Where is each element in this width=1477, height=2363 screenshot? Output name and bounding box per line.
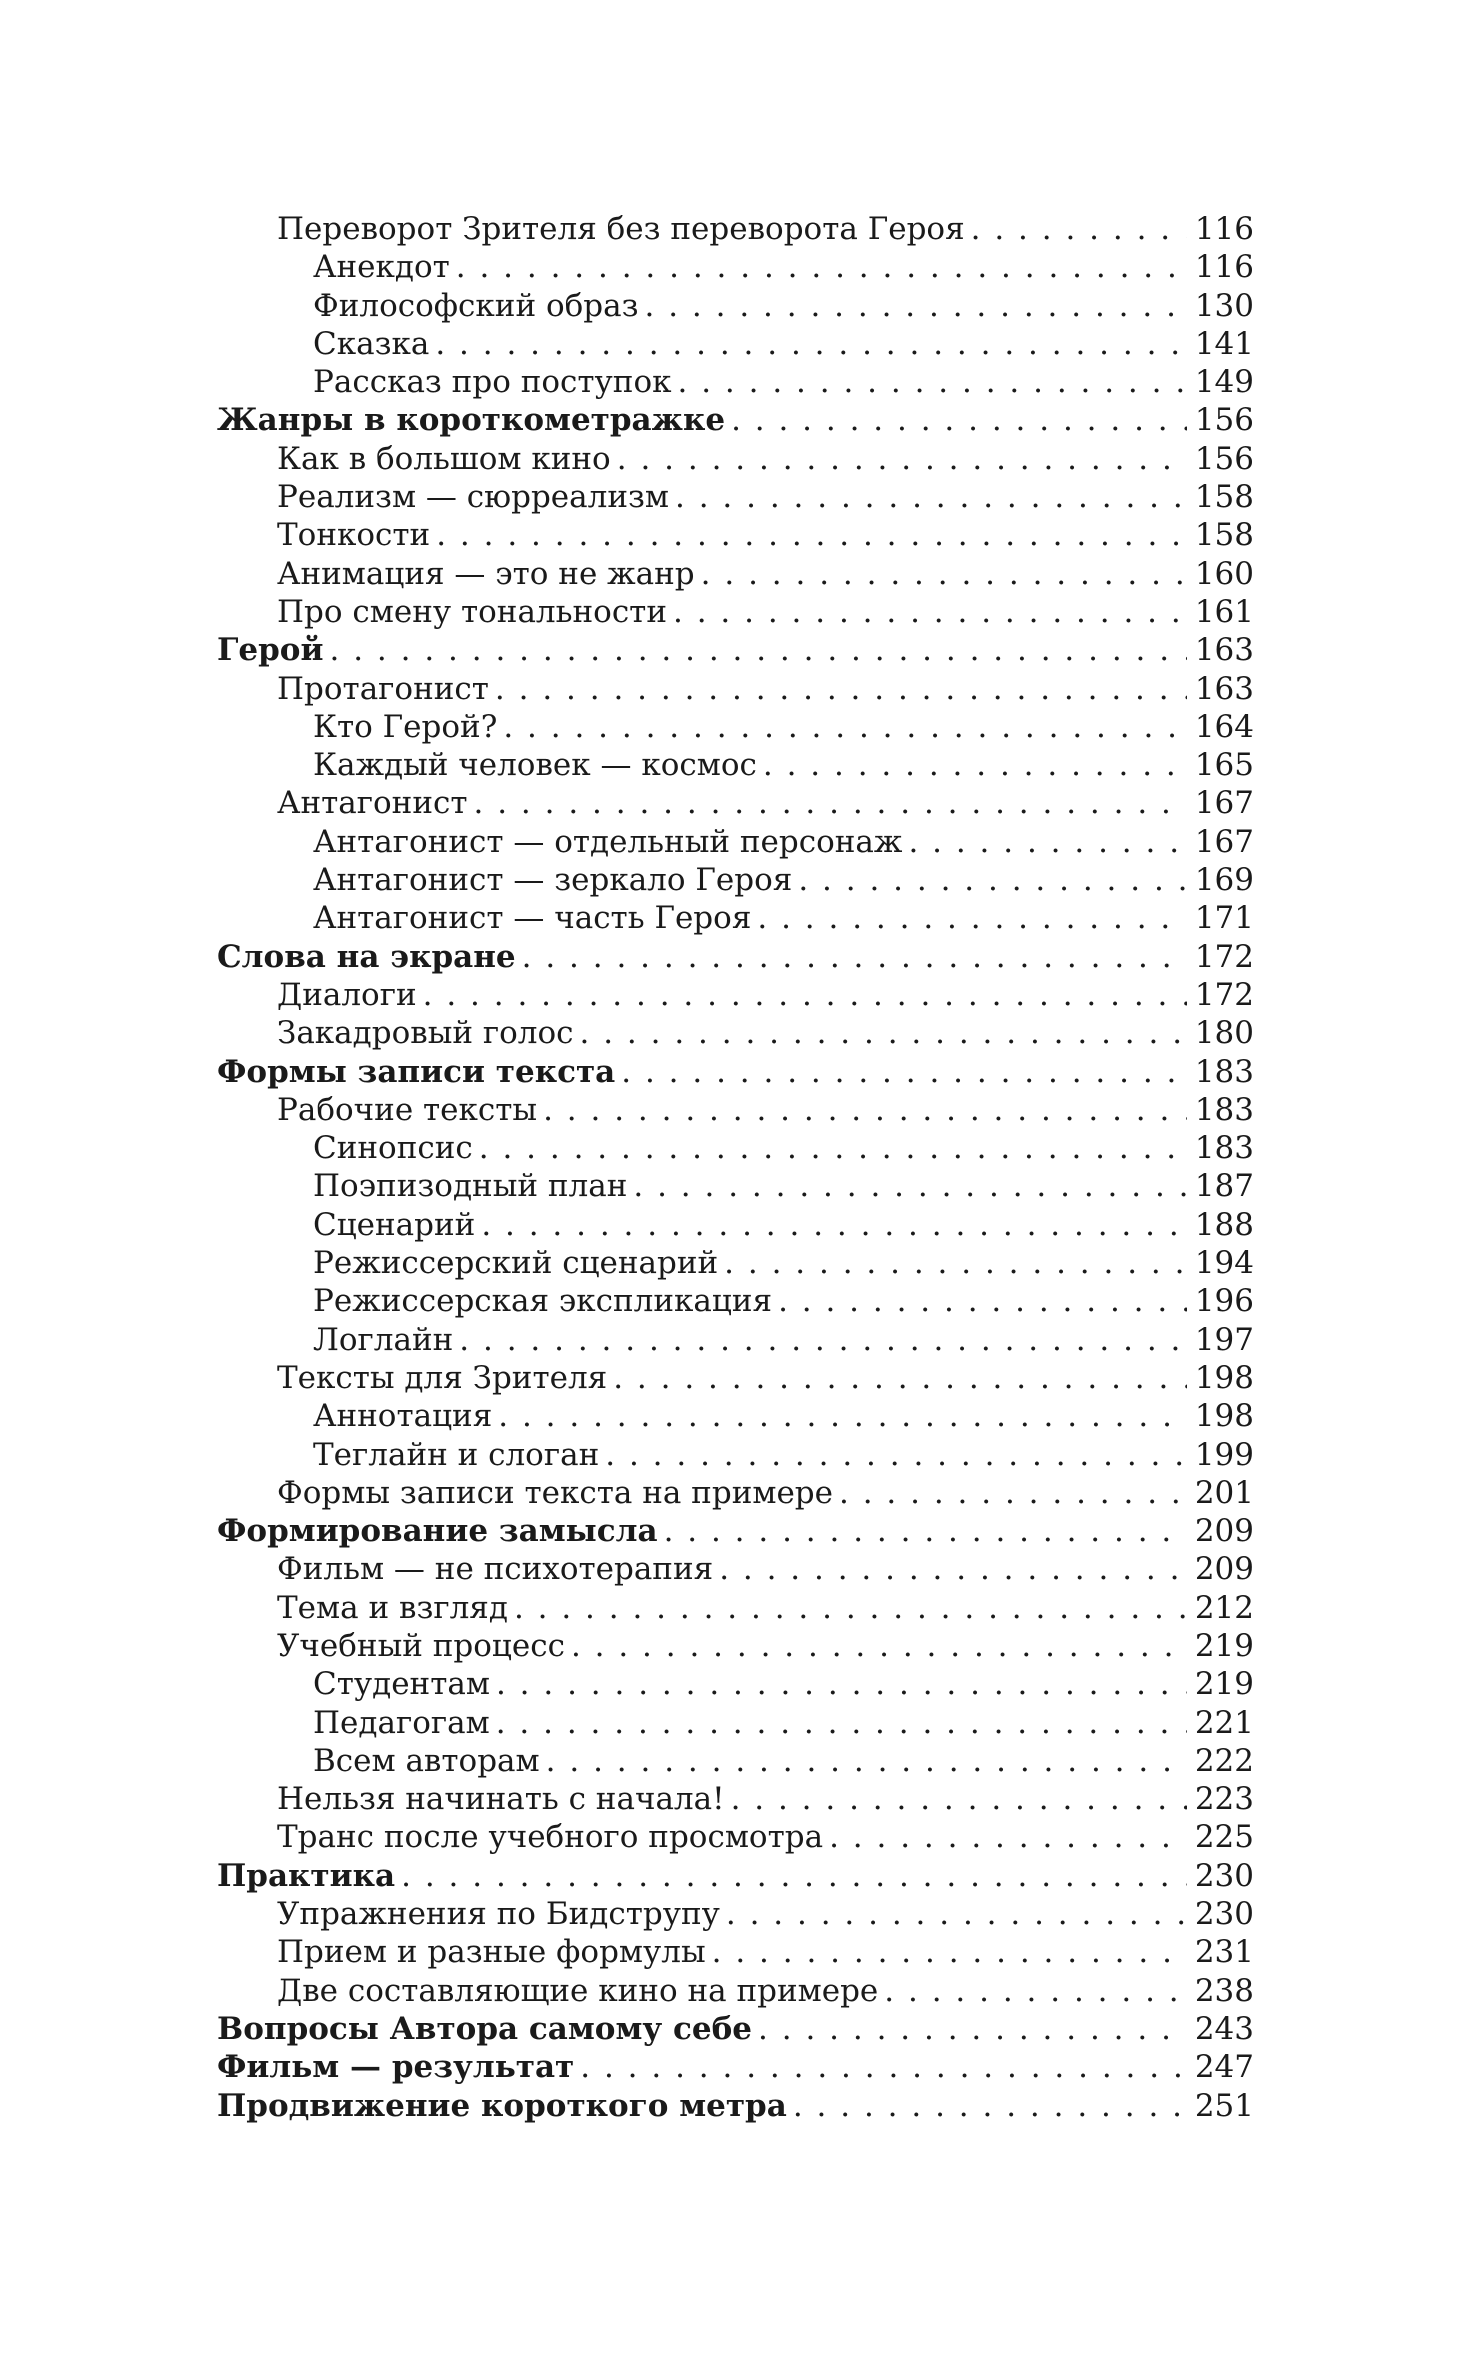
toc-subchapter	[217, 708, 1254, 746]
toc-entry-page: 198	[1194, 1359, 1254, 1396]
dot-leader	[503, 708, 1187, 746]
dot-leader	[496, 1704, 1187, 1742]
toc-chapter	[217, 1780, 1254, 1818]
toc-section	[217, 2087, 1254, 2125]
toc-entry-title: Сказка	[313, 325, 430, 362]
dot-leader	[731, 1780, 1187, 1818]
toc-entry-page: 201	[1194, 1474, 1254, 1511]
toc-subchapter	[217, 363, 1254, 401]
toc-section	[217, 2010, 1254, 2048]
toc-chapter	[217, 1895, 1254, 1933]
toc-entry-title: Практика	[217, 1857, 396, 1894]
toc-entry-title: Жанры в короткометражке	[217, 402, 726, 439]
toc-entry-title: Слова на экране	[217, 938, 516, 975]
toc-subchapter	[217, 1742, 1254, 1780]
toc-entry-title: Антагонист — отдельный персонаж	[313, 823, 903, 860]
toc-entry-title: Сценарий	[313, 1206, 476, 1243]
toc-entry-page: 172	[1194, 938, 1254, 975]
table-of-contents	[217, 210, 1254, 2125]
toc-entry-title: Фильм — результат	[217, 2049, 575, 2086]
dot-leader	[908, 823, 1186, 861]
toc-entry-title: Формы записи текста на примере	[277, 1474, 834, 1511]
toc-entry-title: Студентам	[313, 1666, 490, 1703]
toc-entry-page: 156	[1194, 440, 1254, 477]
toc-entry-page: 199	[1194, 1436, 1254, 1473]
toc-entry-page: 183	[1194, 1130, 1254, 1167]
dot-leader	[613, 1359, 1187, 1397]
toc-subchapter	[217, 287, 1254, 325]
dot-leader	[726, 1895, 1187, 1933]
dot-leader	[456, 248, 1187, 286]
toc-entry-page: 167	[1194, 785, 1254, 822]
toc-entry-title: Учебный процесс	[277, 1627, 565, 1664]
toc-subchapter	[217, 1206, 1254, 1244]
toc-entry-title: Формирование замысла	[217, 1513, 658, 1550]
toc-chapter	[217, 1627, 1254, 1665]
toc-entry-page: 209	[1194, 1551, 1254, 1588]
toc-section	[217, 2048, 1254, 2086]
toc-subchapter	[217, 1665, 1254, 1703]
toc-entry-title: Философский образ	[313, 287, 639, 324]
dot-leader	[617, 440, 1187, 478]
dot-leader	[498, 1397, 1187, 1435]
dot-leader	[712, 1933, 1187, 1971]
toc-entry-title: Тонкости	[277, 517, 431, 554]
toc-entry-page: 209	[1194, 1513, 1254, 1550]
toc-entry-page: 172	[1194, 976, 1254, 1013]
toc-chapter	[217, 1589, 1254, 1627]
toc-entry-title: Формы записи текста	[217, 1053, 616, 1090]
toc-entry-page: 130	[1194, 287, 1254, 324]
toc-entry-title: Синопсис	[313, 1130, 473, 1167]
toc-subchapter	[217, 899, 1254, 937]
dot-leader	[481, 1206, 1187, 1244]
toc-entry-page: 219	[1194, 1627, 1254, 1664]
toc-entry-title: Закадровый голос	[277, 1015, 574, 1052]
toc-entry-page: 230	[1194, 1857, 1254, 1894]
toc-entry-title: Анекдот	[313, 249, 450, 286]
toc-entry-page: 212	[1194, 1589, 1254, 1626]
toc-entry-title: Прием и разные формулы	[277, 1934, 706, 1971]
toc-entry-page: 247	[1194, 2049, 1254, 2086]
dot-leader	[571, 1627, 1187, 1665]
toc-entry-title: Вопросы Автора самому себе	[217, 2010, 753, 2047]
dot-leader	[839, 1474, 1187, 1512]
toc-entry-title: Режиссерский сценарий	[313, 1245, 719, 1282]
toc-entry-title: Транс после учебного просмотра	[277, 1819, 824, 1856]
toc-subchapter	[217, 823, 1254, 861]
toc-subchapter	[217, 861, 1254, 899]
toc-subchapter	[217, 1397, 1254, 1435]
dot-leader	[971, 210, 1187, 248]
toc-section	[217, 1857, 1254, 1895]
toc-entry-page: 180	[1194, 1015, 1254, 1052]
toc-chapter	[217, 1933, 1254, 1971]
dot-leader	[496, 1665, 1187, 1703]
toc-chapter	[217, 1474, 1254, 1512]
toc-entry-title: Каждый человек — космос	[313, 747, 757, 784]
toc-chapter	[217, 516, 1254, 554]
toc-entry-title: Анимация — это не жанр	[277, 555, 695, 592]
toc-section	[217, 1053, 1254, 1091]
toc-chapter	[217, 976, 1254, 1014]
dot-leader	[543, 1091, 1187, 1129]
toc-entry-page: 198	[1194, 1398, 1254, 1435]
dot-leader	[479, 1129, 1187, 1167]
dot-leader	[701, 555, 1187, 593]
dot-leader	[724, 1244, 1187, 1282]
toc-chapter	[217, 593, 1254, 631]
toc-entry-page: 149	[1194, 364, 1254, 401]
dot-leader	[633, 1167, 1186, 1205]
dot-leader	[580, 1014, 1187, 1052]
toc-subchapter	[217, 1129, 1254, 1167]
dot-leader	[664, 1512, 1187, 1550]
toc-entry-page: 141	[1194, 325, 1254, 362]
toc-subchapter	[217, 746, 1254, 784]
toc-entry-page: 171	[1194, 900, 1254, 937]
toc-entry-title: Про смену тональности	[277, 593, 667, 630]
toc-entry-title: Аннотация	[313, 1398, 493, 1435]
toc-entry-page: 238	[1194, 1972, 1254, 2009]
dot-leader	[459, 1321, 1187, 1359]
toc-entry-title: Продвижение короткого метра	[217, 2087, 787, 2124]
toc-entry-title: Переворот Зрителя без переворота Героя	[277, 211, 965, 247]
dot-leader	[677, 363, 1186, 401]
toc-entry-title: Тексты для Зрителя	[277, 1359, 608, 1396]
toc-subchapter	[217, 1321, 1254, 1359]
toc-chapter	[217, 440, 1254, 478]
toc-section	[217, 631, 1254, 669]
toc-section	[217, 1512, 1254, 1550]
toc-entry-title: Поэпизодный план	[313, 1168, 628, 1205]
toc-entry-page: 225	[1194, 1819, 1254, 1856]
toc-entry-page: 158	[1194, 517, 1254, 554]
toc-entry-title: Диалоги	[277, 976, 417, 1013]
toc-entry-page: 187	[1194, 1168, 1254, 1205]
toc-entry-page: 219	[1194, 1666, 1254, 1703]
toc-entry-page: 165	[1194, 747, 1254, 784]
toc-entry-page: 158	[1194, 479, 1254, 516]
toc-entry-title: Рабочие тексты	[277, 1091, 538, 1128]
toc-entry-page: 160	[1194, 555, 1254, 592]
dot-leader	[757, 899, 1186, 937]
toc-entry-title: Фильм — не психотерапия	[277, 1551, 714, 1588]
toc-entry-page: 163	[1194, 670, 1254, 707]
dot-leader	[621, 1053, 1187, 1091]
toc-entry-title: Антагонист	[277, 785, 468, 822]
toc-entry-title: Рассказ про поступок	[313, 364, 672, 401]
dot-leader	[793, 2087, 1187, 2125]
dot-leader	[522, 938, 1187, 976]
toc-entry-page: 243	[1194, 2010, 1254, 2047]
toc-entry-page: 223	[1194, 1781, 1254, 1818]
dot-leader	[798, 861, 1187, 899]
toc-subchapter	[217, 1704, 1254, 1742]
dot-leader	[605, 1436, 1187, 1474]
toc-entry-title: Антагонист — зеркало Героя	[313, 862, 793, 899]
toc-subchapter	[217, 1282, 1254, 1320]
toc-entry-title: Теглайн и слоган	[313, 1436, 600, 1473]
toc-entry-page: 188	[1194, 1206, 1254, 1243]
toc-entry-page: 251	[1194, 2087, 1254, 2124]
toc-entry-page: 221	[1194, 1704, 1254, 1741]
toc-entry-title: Две составляющие кино на примере	[277, 1972, 879, 2009]
toc-entry-page: 161	[1194, 593, 1254, 630]
dot-leader	[763, 746, 1187, 784]
toc-chapter	[217, 555, 1254, 593]
toc-entry-page: 183	[1194, 1091, 1254, 1128]
toc-entry-title: Как в большом кино	[277, 440, 611, 477]
toc-subchapter	[217, 248, 1254, 286]
toc-entry-page: 164	[1194, 708, 1254, 745]
toc-entry-title: Реализм — сюрреализм	[277, 479, 670, 516]
toc-subchapter	[217, 325, 1254, 363]
dot-leader	[675, 478, 1187, 516]
toc-chapter	[217, 1818, 1254, 1856]
toc-chapter	[217, 1972, 1254, 2010]
dot-leader	[423, 976, 1187, 1014]
toc-chapter	[217, 1550, 1254, 1588]
dot-leader	[829, 1818, 1187, 1856]
dot-leader	[474, 784, 1187, 822]
dot-leader	[401, 1857, 1187, 1895]
toc-chapter	[217, 210, 1254, 248]
dot-leader	[645, 287, 1187, 325]
toc-entry-title: Протагонист	[277, 670, 489, 707]
toc-entry-title: Кто Герой?	[313, 708, 498, 745]
dot-leader	[758, 2010, 1187, 2048]
toc-entry-page: 230	[1194, 1896, 1254, 1933]
toc-entry-title: Педагогам	[313, 1704, 490, 1741]
toc-chapter	[217, 784, 1254, 822]
dot-leader	[673, 593, 1187, 631]
toc-section	[217, 938, 1254, 976]
toc-entry-page: 231	[1194, 1934, 1254, 1971]
toc-entry-page: 183	[1194, 1053, 1254, 1090]
toc-entry-title: Антагонист — часть Героя	[313, 900, 752, 937]
dot-leader	[436, 516, 1187, 554]
toc-entry-page: 156	[1194, 402, 1254, 439]
dot-leader	[884, 1972, 1187, 2010]
toc-chapter	[217, 478, 1254, 516]
dot-leader	[329, 631, 1186, 669]
toc-entry-page: 167	[1194, 823, 1254, 860]
toc-entry-title: Упражнения по Бидструпу	[277, 1896, 720, 1933]
dot-leader	[495, 670, 1187, 708]
dot-leader	[546, 1742, 1187, 1780]
toc-entry-page: 169	[1194, 862, 1254, 899]
toc-subchapter	[217, 1167, 1254, 1205]
toc-subchapter	[217, 1436, 1254, 1474]
toc-entry-page: 194	[1194, 1245, 1254, 1282]
toc-section	[217, 401, 1254, 439]
toc-entry-page: 116	[1194, 249, 1254, 286]
toc-chapter	[217, 670, 1254, 708]
dot-leader	[731, 401, 1187, 439]
dot-leader	[580, 2048, 1187, 2086]
toc-entry-page: 116	[1194, 211, 1254, 247]
toc-entry-page: 163	[1194, 632, 1254, 669]
toc-entry-page: 222	[1194, 1742, 1254, 1779]
toc-entry-title: Нельзя начинать с начала!	[277, 1781, 725, 1818]
toc-entry-title: Режиссерская экспликация	[313, 1283, 773, 1320]
toc-subchapter	[217, 1244, 1254, 1282]
dot-leader	[514, 1589, 1187, 1627]
toc-chapter	[217, 1014, 1254, 1052]
toc-chapter	[217, 1359, 1254, 1397]
toc-entry-title: Всем авторам	[313, 1742, 540, 1779]
toc-entry-page: 196	[1194, 1283, 1254, 1320]
toc-chapter	[217, 1091, 1254, 1129]
toc-entry-page: 197	[1194, 1321, 1254, 1358]
dot-leader	[778, 1282, 1187, 1320]
dot-leader	[719, 1550, 1187, 1588]
dot-leader	[435, 325, 1186, 363]
toc-entry-title: Логлайн	[313, 1321, 454, 1358]
toc-entry-title: Тема и взгляд	[277, 1589, 508, 1626]
toc-entry-title: Герой	[217, 632, 324, 669]
